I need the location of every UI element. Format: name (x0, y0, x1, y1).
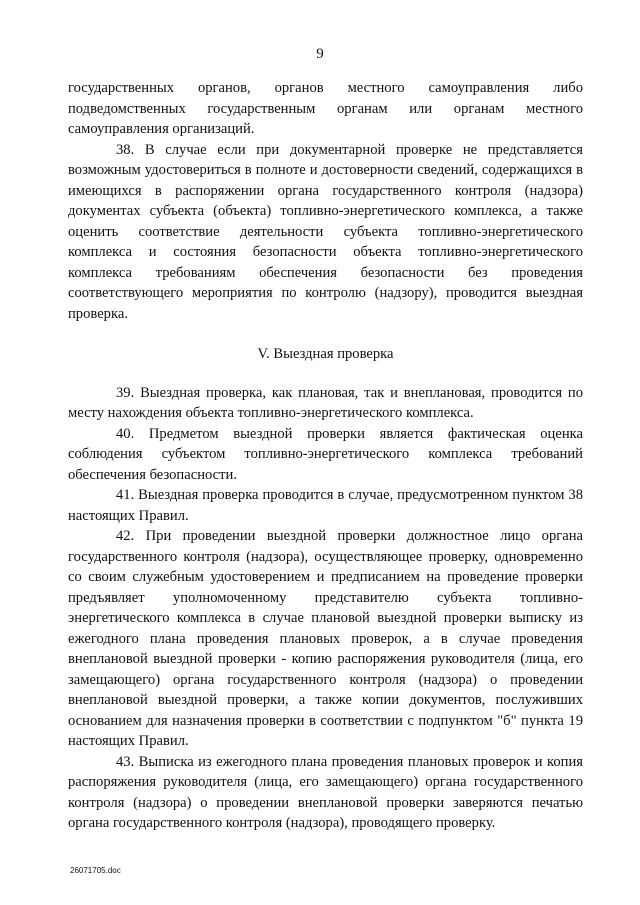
paragraph-41: 41. Выездная проверка проводится в случае, предусмотренном пунктом 38 настоящих Правил. (68, 487, 583, 524)
paragraph-42: 42. При проведении выездной проверки должностное лицо органа государственного контроля (надзора), осуществляющее проверку, одновременно со своим служебным удостоверением и предписанием на проведение проверки предъявляет уполномоченному представителю субъекта топливно-энергетического комплекса в случае плановой выездной проверки выписку из ежегодного плана проведения плановых проверок, а в случае проведения внеплановой выездной проверки - копию распоряжения руководителя (лица, его замещающего) органа государственного контроля (надзора) о проведении внеплановой выездной проверки, а также копии документов, послуживших основанием для назначения проверки в соответствии с подпунктом "б" пункта 19 настоящих Правил. (68, 528, 583, 749)
section-heading: V. Выездная проверка (257, 346, 394, 362)
footer-file-code: 26071705.doc (70, 866, 121, 875)
document-body (68, 78, 583, 834)
paragraph-38: 38. В случае если при документарной проверке не представляется возможным удостовериться в полноте и достоверности сведений, содержащихся в имеющихся в распоряжении органа государственного контроля (надзора) документах субъекта (объекта) топливно-энергетического комплекса, а также оценить соответствие деятельности субъекта топливно-энергетического комплекса и состояния безопасности объекта топливно-энергетического комплекса требованиям обеспечения безопасности без проведения соответствующего мероприятия по контролю (надзору), проводится выездная проверка. (68, 141, 583, 322)
paragraph-continuation: государственных органов, органов местного самоуправления либо подведомственных государственным органам или органам местного самоуправления организаций. (68, 80, 583, 137)
paragraph-43: 43. Выписка из ежегодного плана проведения плановых проверок и копия распоряжения руководителя (лица, его замещающего) органа государственного контроля (надзора) о проведении внеплановой проверки заверяются печатью органа государственного контроля (надзора), проводящего проверку. (68, 753, 583, 831)
paragraph-39: 39. Выездная проверка, как плановая, так и внеплановая, проводится по месту нахождения объекта топливно-энергетического комплекса. (68, 384, 583, 421)
page-number: 9 (316, 46, 324, 62)
paragraph-40: 40. Предметом выездной проверки является фактическая оценка соблюдения субъектом топливно-энергетического комплекса требований обеспечения безопасности. (68, 425, 583, 483)
